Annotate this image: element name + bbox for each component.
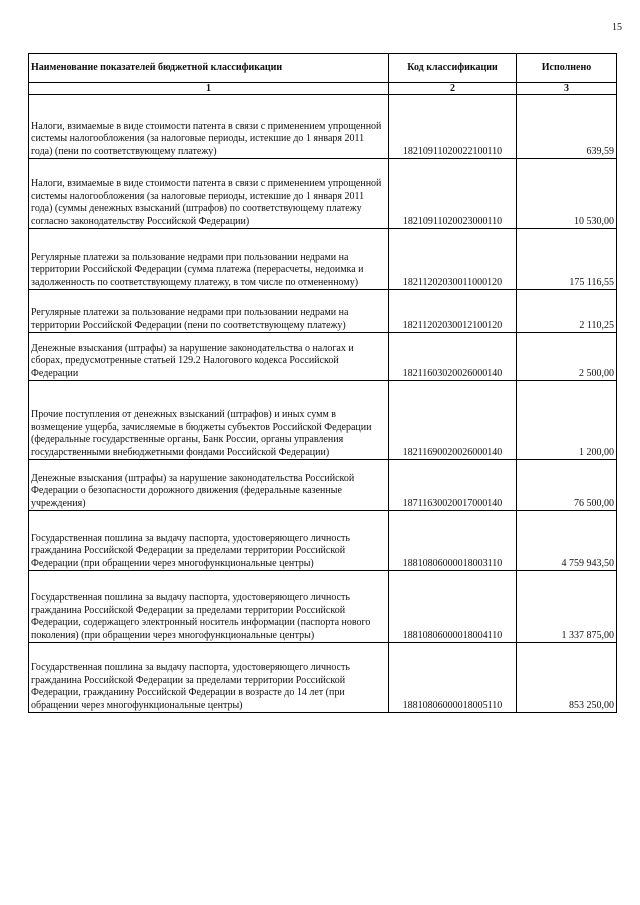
row-done: 853 250,00 bbox=[517, 643, 617, 713]
table-row bbox=[29, 333, 617, 381]
row-done: 76 500,00 bbox=[517, 460, 617, 511]
row-name: Государственная пошлина за выдачу паспорта, удостоверяющего личность гражданина Российской Федерации за пределами территории Российской Федерации, содержащего электронный носитель информации (паспорта нового поколения) (при обращении через многофункциональные центры) bbox=[29, 571, 389, 643]
row-code: 18210911020023000110 bbox=[389, 159, 517, 229]
row-done: 1 337 875,00 bbox=[517, 571, 617, 643]
row-name: Денежные взыскания (штрафы) за нарушение законодательства Российской Федерации о безопасности дорожного движения (федеральные казенные учреждения) bbox=[29, 460, 389, 511]
table-row bbox=[29, 290, 617, 333]
table-row bbox=[29, 381, 617, 460]
header-code: Код классификации bbox=[389, 54, 517, 83]
table-row bbox=[29, 460, 617, 511]
row-code: 18211603020026000140 bbox=[389, 333, 517, 381]
row-name: Налоги, взимаемые в виде стоимости патента в связи с применением упрощенной системы налогообложения (за налоговые периоды, истекшие до 1 января 2011 года) (пени по соответствующему платежу) bbox=[29, 95, 389, 159]
row-done: 2 500,00 bbox=[517, 333, 617, 381]
column-number-row bbox=[29, 83, 617, 95]
row-name: Прочие поступления от денежных взысканий (штрафов) и иных сумм в возмещение ущерба, зачисляемые в бюджеты субъектов Российской Федерации (федеральные государственные органы, Банк России, органы управления государственными внебюджетными фондами Российской Федерации) bbox=[29, 381, 389, 460]
row-done: 4 759 943,50 bbox=[517, 511, 617, 571]
row-code: 18711630020017000140 bbox=[389, 460, 517, 511]
column-number-3: 3 bbox=[517, 83, 617, 95]
row-name: Государственная пошлина за выдачу паспорта, удостоверяющего личность гражданина Российской Федерации за пределами территории Российской Федерации (при обращении через многофункциональные центры) bbox=[29, 511, 389, 571]
table-row bbox=[29, 643, 617, 713]
column-number-2: 2 bbox=[389, 83, 517, 95]
row-code: 18810806000018004110 bbox=[389, 571, 517, 643]
table-row bbox=[29, 229, 617, 290]
row-code: 18211202030011000120 bbox=[389, 229, 517, 290]
header-row bbox=[29, 54, 617, 83]
column-number-1: 1 bbox=[29, 83, 389, 95]
row-name: Регулярные платежи за пользование недрами при пользовании недрами на территории Российской Федерации (пени по соответствующему платежу) bbox=[29, 290, 389, 333]
budget-table bbox=[28, 53, 617, 713]
row-code: 18810806000018005110 bbox=[389, 643, 517, 713]
row-done: 639,59 bbox=[517, 95, 617, 159]
row-name: Денежные взыскания (штрафы) за нарушение законодательства о налогах и сборах, предусмотренные статьей 129.2 Налогового кодекса Российской Федерации bbox=[29, 333, 389, 381]
row-code: 18211690020026000140 bbox=[389, 381, 517, 460]
row-name: Регулярные платежи за пользование недрами при пользовании недрами на территории Российской Федерации (сумма платежа (перерасчеты, недоимка и задолженность по соответствующему платежу, в том числе по отмененному) bbox=[29, 229, 389, 290]
table-row bbox=[29, 95, 617, 159]
page-number: 15 bbox=[612, 22, 622, 33]
row-code: 18211202030012100120 bbox=[389, 290, 517, 333]
row-done: 10 530,00 bbox=[517, 159, 617, 229]
row-code: 18810806000018003110 bbox=[389, 511, 517, 571]
row-done: 175 116,55 bbox=[517, 229, 617, 290]
row-name: Налоги, взимаемые в виде стоимости патента в связи с применением упрощенной системы налогообложения (за налоговые периоды, истекшие до 1 января 2011 года) (суммы денежных взысканий (штрафов) по соответствующему платежу согласно законодательству Российской Федерации) bbox=[29, 159, 389, 229]
table-row bbox=[29, 511, 617, 571]
header-done: Исполнено bbox=[517, 54, 617, 83]
row-name: Государственная пошлина за выдачу паспорта, удостоверяющего личность гражданина Российской Федерации за пределами территории Российской Федерации, гражданину Российской Федерации в возрасте до 14 лет (при обращении через многофункциональные центры) bbox=[29, 643, 389, 713]
row-code: 18210911020022100110 bbox=[389, 95, 517, 159]
table-row bbox=[29, 571, 617, 643]
row-done: 1 200,00 bbox=[517, 381, 617, 460]
row-done: 2 110,25 bbox=[517, 290, 617, 333]
header-name: Наименование показателей бюджетной классификации bbox=[29, 54, 389, 83]
table-row bbox=[29, 159, 617, 229]
